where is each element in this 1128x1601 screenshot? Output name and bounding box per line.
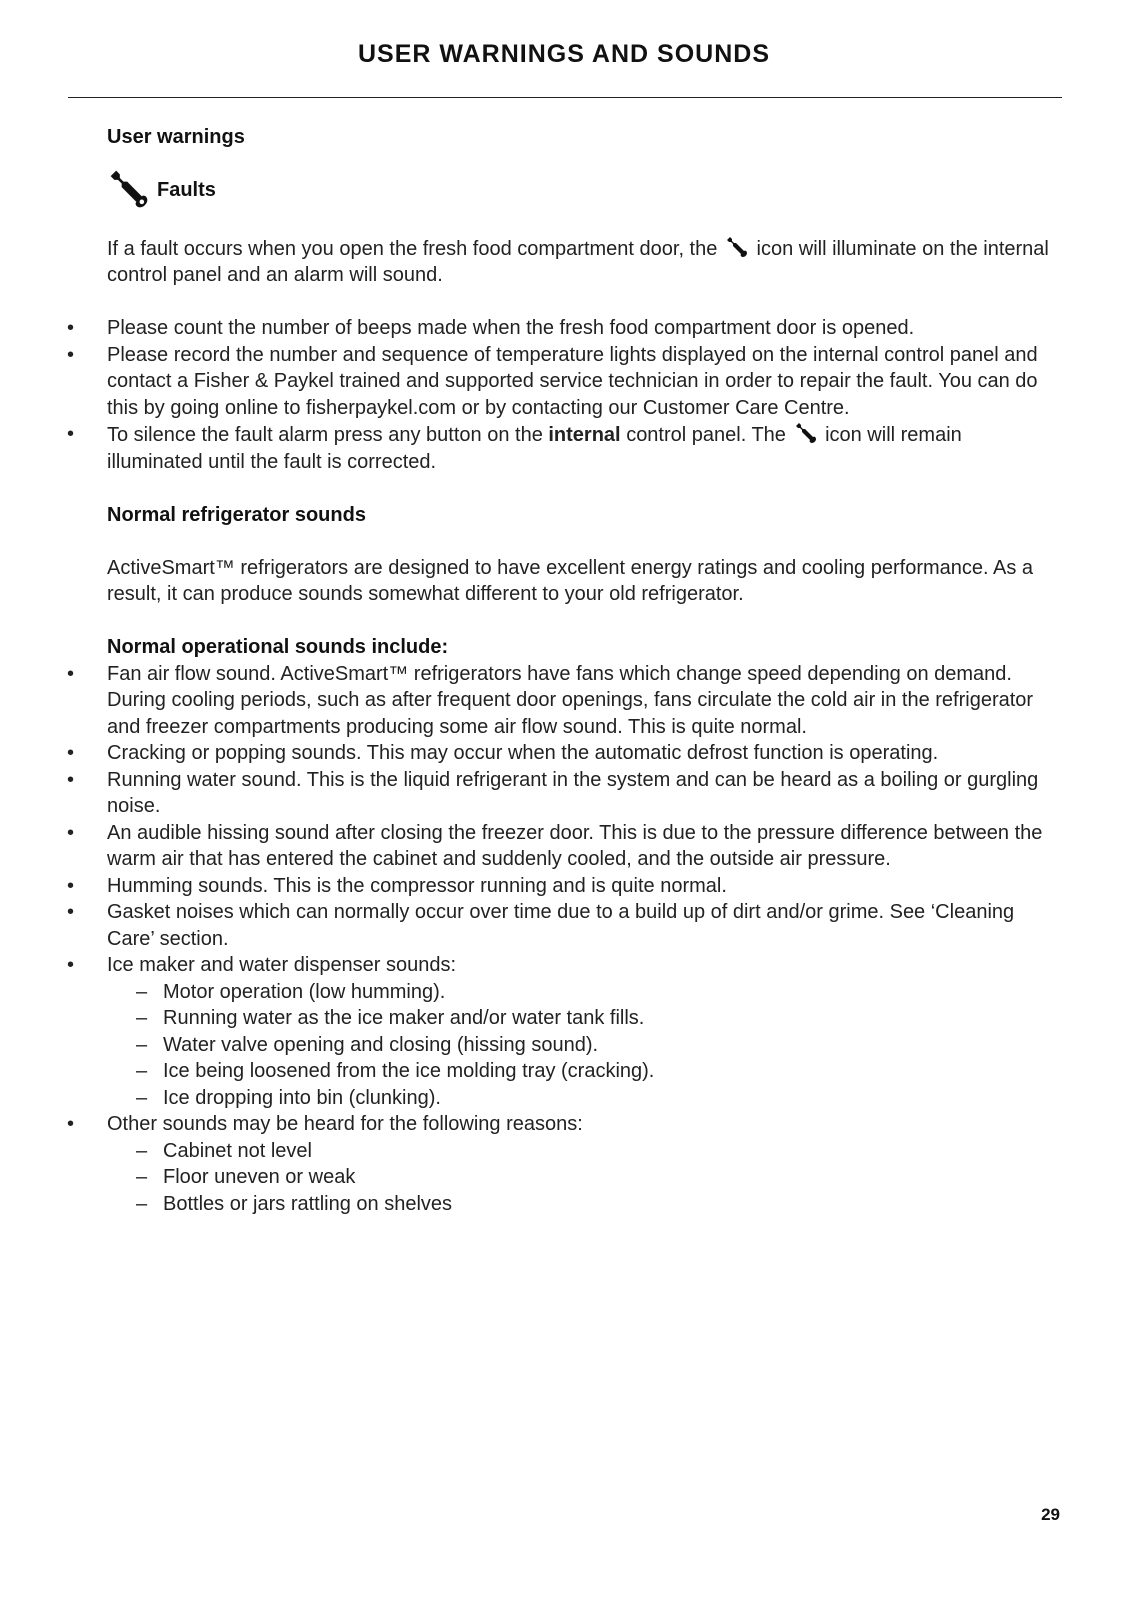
sub-list-item: – Bottles or jars rattling on shelves — [136, 1191, 1062, 1218]
wrench-icon — [725, 235, 749, 259]
list-item — [107, 421, 1062, 475]
sub-list-item: – Cabinet not level — [136, 1138, 1062, 1165]
other-sounds-sublist — [107, 1138, 1062, 1218]
page-content — [107, 124, 1062, 1217]
sub-list-item: – Running water as the ice maker and/or water tank fills. — [136, 1005, 1062, 1032]
user-warnings-heading: User warnings — [107, 126, 245, 148]
list-item: • Please record the number and sequence of temperature lights displayed on the internal control panel and contact a Fisher & Paykel trained and supported service technician in order to repair the fault. You can do this by going online to fisherpaykel.com or by contacting our Customer Care Centre. — [107, 342, 1062, 422]
silence-text: To silence the fault alarm press any button on the — [107, 424, 543, 446]
list-item — [107, 1111, 1062, 1217]
wrench-icon — [794, 421, 818, 445]
list-item: • Gasket noises which can normally occur over time due to a build up of dirt and/or grime. See ‘Cleaning Care’ section. — [107, 899, 1062, 952]
ice-maker-text: Ice maker and water dispenser sounds: — [107, 954, 457, 976]
list-item: • Fan air flow sound. ActiveSmart™ refrigerators have fans which change speed depending on demand. During cooling periods, such as after frequent door openings, fans circulate the cold air in the refrigerator and freezer compartments producing some air flow sound. This is quite normal. — [107, 661, 1062, 741]
list-item — [107, 952, 1062, 1111]
list-item: • Please count the number of beeps made when the fresh food compartment door is opened. — [107, 315, 1062, 342]
normal-sounds-intro: ActiveSmart™ refrigerators are designed to have excellent energy ratings and cooling performance. As a result, it can produce sounds somewhat different to your old refrigerator. — [107, 556, 1034, 605]
wrench-icon — [107, 167, 151, 211]
sub-list-item: – Ice being loosened from the ice molding tray (cracking). — [136, 1058, 1062, 1085]
faults-intro-text: If a fault occurs when you open the fresh food compartment door, the — [107, 237, 718, 260]
operational-sounds-heading: Normal operational sounds include: — [107, 636, 449, 658]
faults-heading: Faults — [157, 179, 216, 202]
silence-text-cont: control panel. The — [626, 424, 786, 446]
sub-list-item: – Motor operation (low humming). — [136, 979, 1062, 1006]
other-sounds-text: Other sounds may be heard for the following reasons: — [107, 1113, 583, 1135]
faults-intro — [107, 235, 1062, 289]
sub-list-item: – Floor uneven or weak — [136, 1164, 1062, 1191]
normal-sounds-heading: Normal refrigerator sounds — [107, 503, 366, 526]
sub-list-item: – Water valve opening and closing (hissing sound). — [136, 1032, 1062, 1059]
faults-bullet-list — [107, 315, 1062, 475]
faults-heading-row — [107, 171, 1062, 211]
sub-list-item: – Ice dropping into bin (clunking). — [136, 1085, 1062, 1112]
silence-text-end: icon will remain illuminated until the fault is corrected. — [107, 424, 962, 473]
operational-sounds-list — [107, 661, 1062, 1218]
page-number: 29 — [1041, 1505, 1060, 1524]
faults-intro-text-cont: icon will illuminate on the internal control panel and an alarm will sound. — [107, 237, 1049, 286]
list-item: • Running water sound. This is the liquid refrigerant in the system and can be heard as a boiling or gurgling noise. — [107, 767, 1062, 820]
list-item: • An audible hissing sound after closing the freezer door. This is due to the pressure difference between the warm air that has entered the cabinet and suddenly cooled, and the outside air pressure. — [107, 820, 1062, 873]
list-item: • Cracking or popping sounds. This may occur when the automatic defrost function is operating. — [107, 740, 1062, 767]
ice-maker-sublist — [107, 979, 1062, 1112]
page-title: USER WARNINGS AND SOUNDS — [358, 40, 770, 68]
list-item: • Humming sounds. This is the compressor running and is quite normal. — [107, 873, 1062, 900]
silence-text-bold: internal — [548, 424, 621, 446]
title-divider — [68, 97, 1062, 98]
